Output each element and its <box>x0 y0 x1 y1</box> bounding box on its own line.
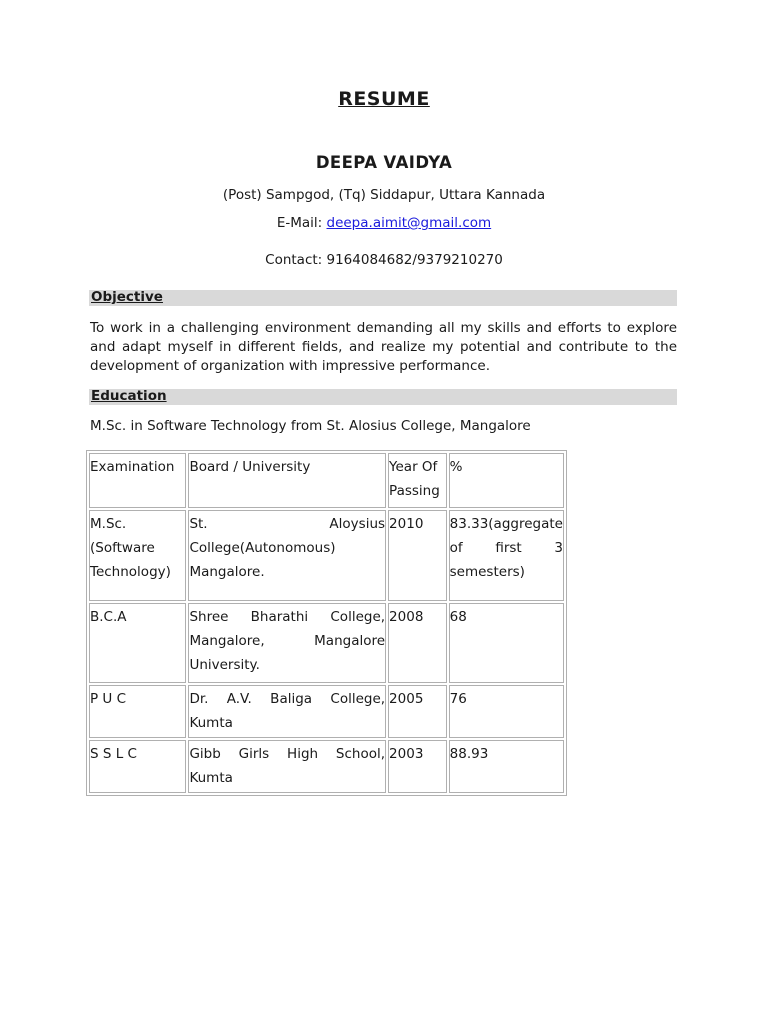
objective-section-bar <box>89 290 677 306</box>
table-header-row <box>89 453 564 508</box>
candidate-name: DEEPA VAIDYA <box>315 153 453 172</box>
page-title: RESUME <box>338 88 430 110</box>
education-heading: Education <box>91 388 167 404</box>
cell-year: 2003 <box>388 740 447 793</box>
cell-board: Gibb Girls High School, Kumta <box>188 740 386 793</box>
table-row <box>89 740 564 793</box>
header-examination: Examination <box>89 453 186 508</box>
address-line: (Post) Sampgod, (Tq) Siddapur, Uttara Kannada <box>222 187 546 203</box>
header-year: Year Of Passing <box>388 453 447 508</box>
header-percent: % <box>449 453 564 508</box>
cell-board: Dr. A.V. Baliga College, Kumta <box>188 685 386 738</box>
education-table <box>86 450 567 796</box>
cell-percent: 76 <box>449 685 564 738</box>
table-row <box>89 603 564 683</box>
objective-heading: Objective <box>91 289 163 305</box>
education-section-bar <box>89 389 677 405</box>
objective-text: To work in a challenging environment demanding all my skills and efforts to explore and adapt myself in different fields, and realize my potential and contribute to the development of organization with impressive performance. <box>90 320 677 374</box>
email-label: E-Mail: <box>276 215 327 231</box>
cell-examination: M.Sc. (Software Technology) <box>89 510 186 601</box>
table-row <box>89 685 564 738</box>
email-line <box>0 215 768 231</box>
cell-year: 2008 <box>388 603 447 683</box>
cell-percent: 88.93 <box>449 740 564 793</box>
header-board: Board / University <box>188 453 386 508</box>
cell-examination: P U C <box>89 685 186 738</box>
table-row <box>89 510 564 601</box>
cell-examination: S S L C <box>89 740 186 793</box>
cell-percent: 68 <box>449 603 564 683</box>
cell-percent: 83.33(aggregate of first 3 semesters) <box>449 510 564 601</box>
cell-board: St. Aloysius College(Autonomous) Mangalore. <box>188 510 386 601</box>
degree-line: M.Sc. in Software Technology from St. Alosius College, Mangalore <box>90 418 531 434</box>
contact-line: Contact: 9164084682/9379210270 <box>265 252 503 268</box>
email-link[interactable]: deepa.aimit@gmail.com <box>326 215 492 231</box>
cell-board: Shree Bharathi College, Mangalore, Mangalore University. <box>188 603 386 683</box>
cell-examination: B.C.A <box>89 603 186 683</box>
cell-year: 2005 <box>388 685 447 738</box>
cell-year: 2010 <box>388 510 447 601</box>
